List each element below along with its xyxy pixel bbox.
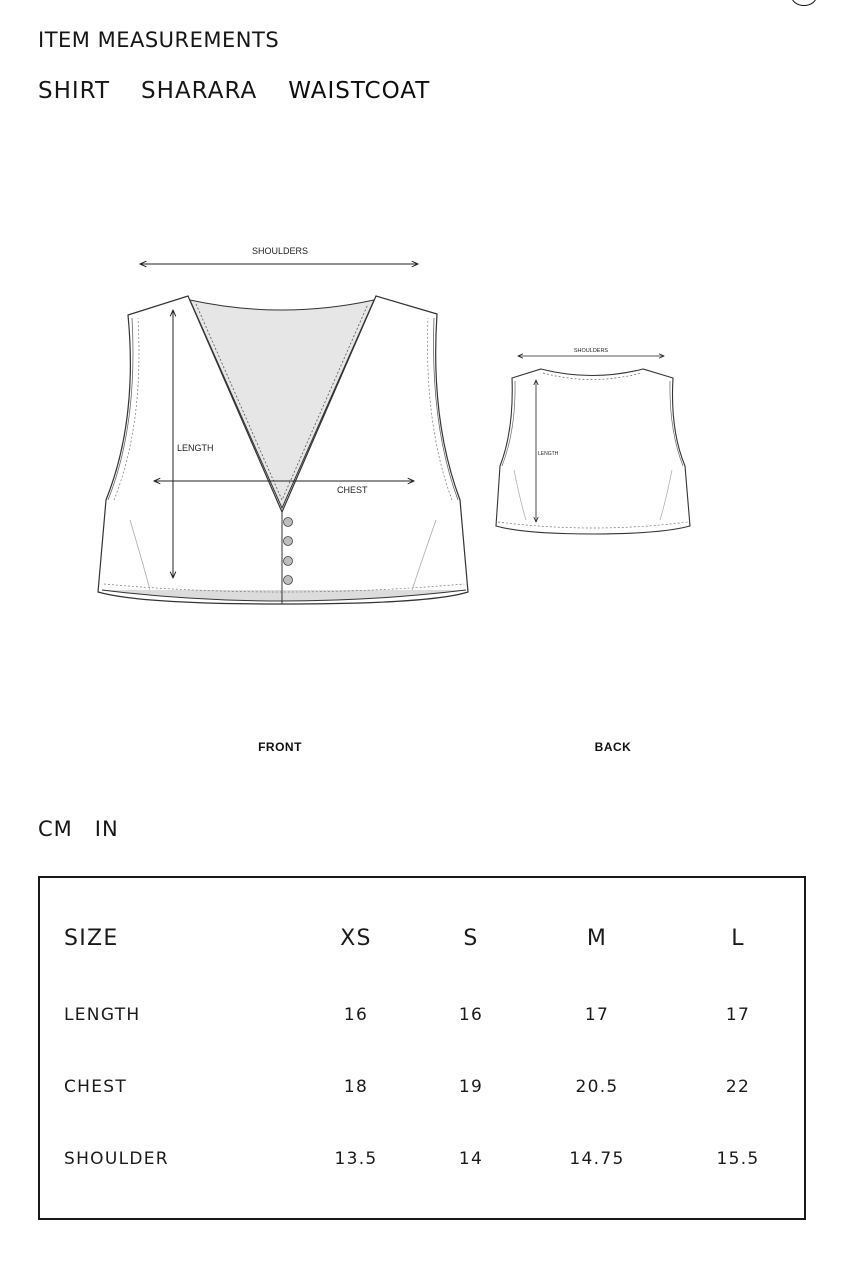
page-title: ITEM MEASUREMENTS: [38, 28, 280, 52]
table-cell: 19: [458, 1077, 484, 1097]
garment-tabs: [38, 78, 430, 104]
table-cell: 16: [458, 1005, 484, 1025]
front-length-label: LENGTH: [177, 443, 214, 453]
row-label: SHOULDER: [64, 1149, 169, 1169]
size-chart-table: [38, 876, 806, 1220]
table-cell: 14.75: [569, 1149, 625, 1169]
table-cell: 18: [343, 1077, 369, 1097]
header-cell: SIZE: [64, 926, 119, 951]
table-cell: 17: [584, 1005, 610, 1025]
header-cell: XS: [340, 926, 372, 951]
front-shoulders-label: SHOULDERS: [251, 246, 309, 256]
tab-waistcoat[interactable]: WAISTCOAT: [288, 78, 431, 104]
header-cell: L: [731, 926, 745, 951]
table-cell: 13.5: [334, 1149, 378, 1169]
header-cell: S: [463, 926, 479, 951]
back-length-label: LENGTH: [538, 451, 559, 457]
table-cell: 20.5: [575, 1077, 619, 1097]
unit-toggle: [38, 817, 119, 841]
table-row: [40, 1000, 804, 1030]
table-header-row: [40, 924, 804, 954]
table-row: [40, 1072, 804, 1102]
measurement-diagram: [0, 110, 845, 790]
tab-shirt[interactable]: SHIRT: [38, 78, 111, 104]
table-cell: 22: [725, 1077, 751, 1097]
unit-cm-button[interactable]: CM: [38, 817, 73, 841]
table-cell: 15.5: [716, 1149, 760, 1169]
tab-sharara[interactable]: SHARARA: [141, 78, 258, 104]
row-label: CHEST: [64, 1077, 128, 1097]
table-cell: 17: [725, 1005, 751, 1025]
front-chest-label: CHEST: [337, 485, 368, 495]
back-view-label: BACK: [594, 740, 632, 754]
front-view-label: FRONT: [258, 740, 302, 754]
table-cell: 16: [343, 1005, 369, 1025]
waistcoat-back-illustration: [496, 348, 690, 534]
header-cell: M: [586, 926, 608, 951]
unit-in-button[interactable]: IN: [94, 817, 119, 841]
waistcoat-front-illustration: [98, 246, 468, 604]
table-row: [40, 1144, 804, 1174]
close-icon[interactable]: [791, 0, 817, 6]
row-label: LENGTH: [64, 1005, 141, 1025]
table-cell: 14: [458, 1149, 484, 1169]
back-shoulders-label: SHOULDERS: [573, 348, 609, 354]
